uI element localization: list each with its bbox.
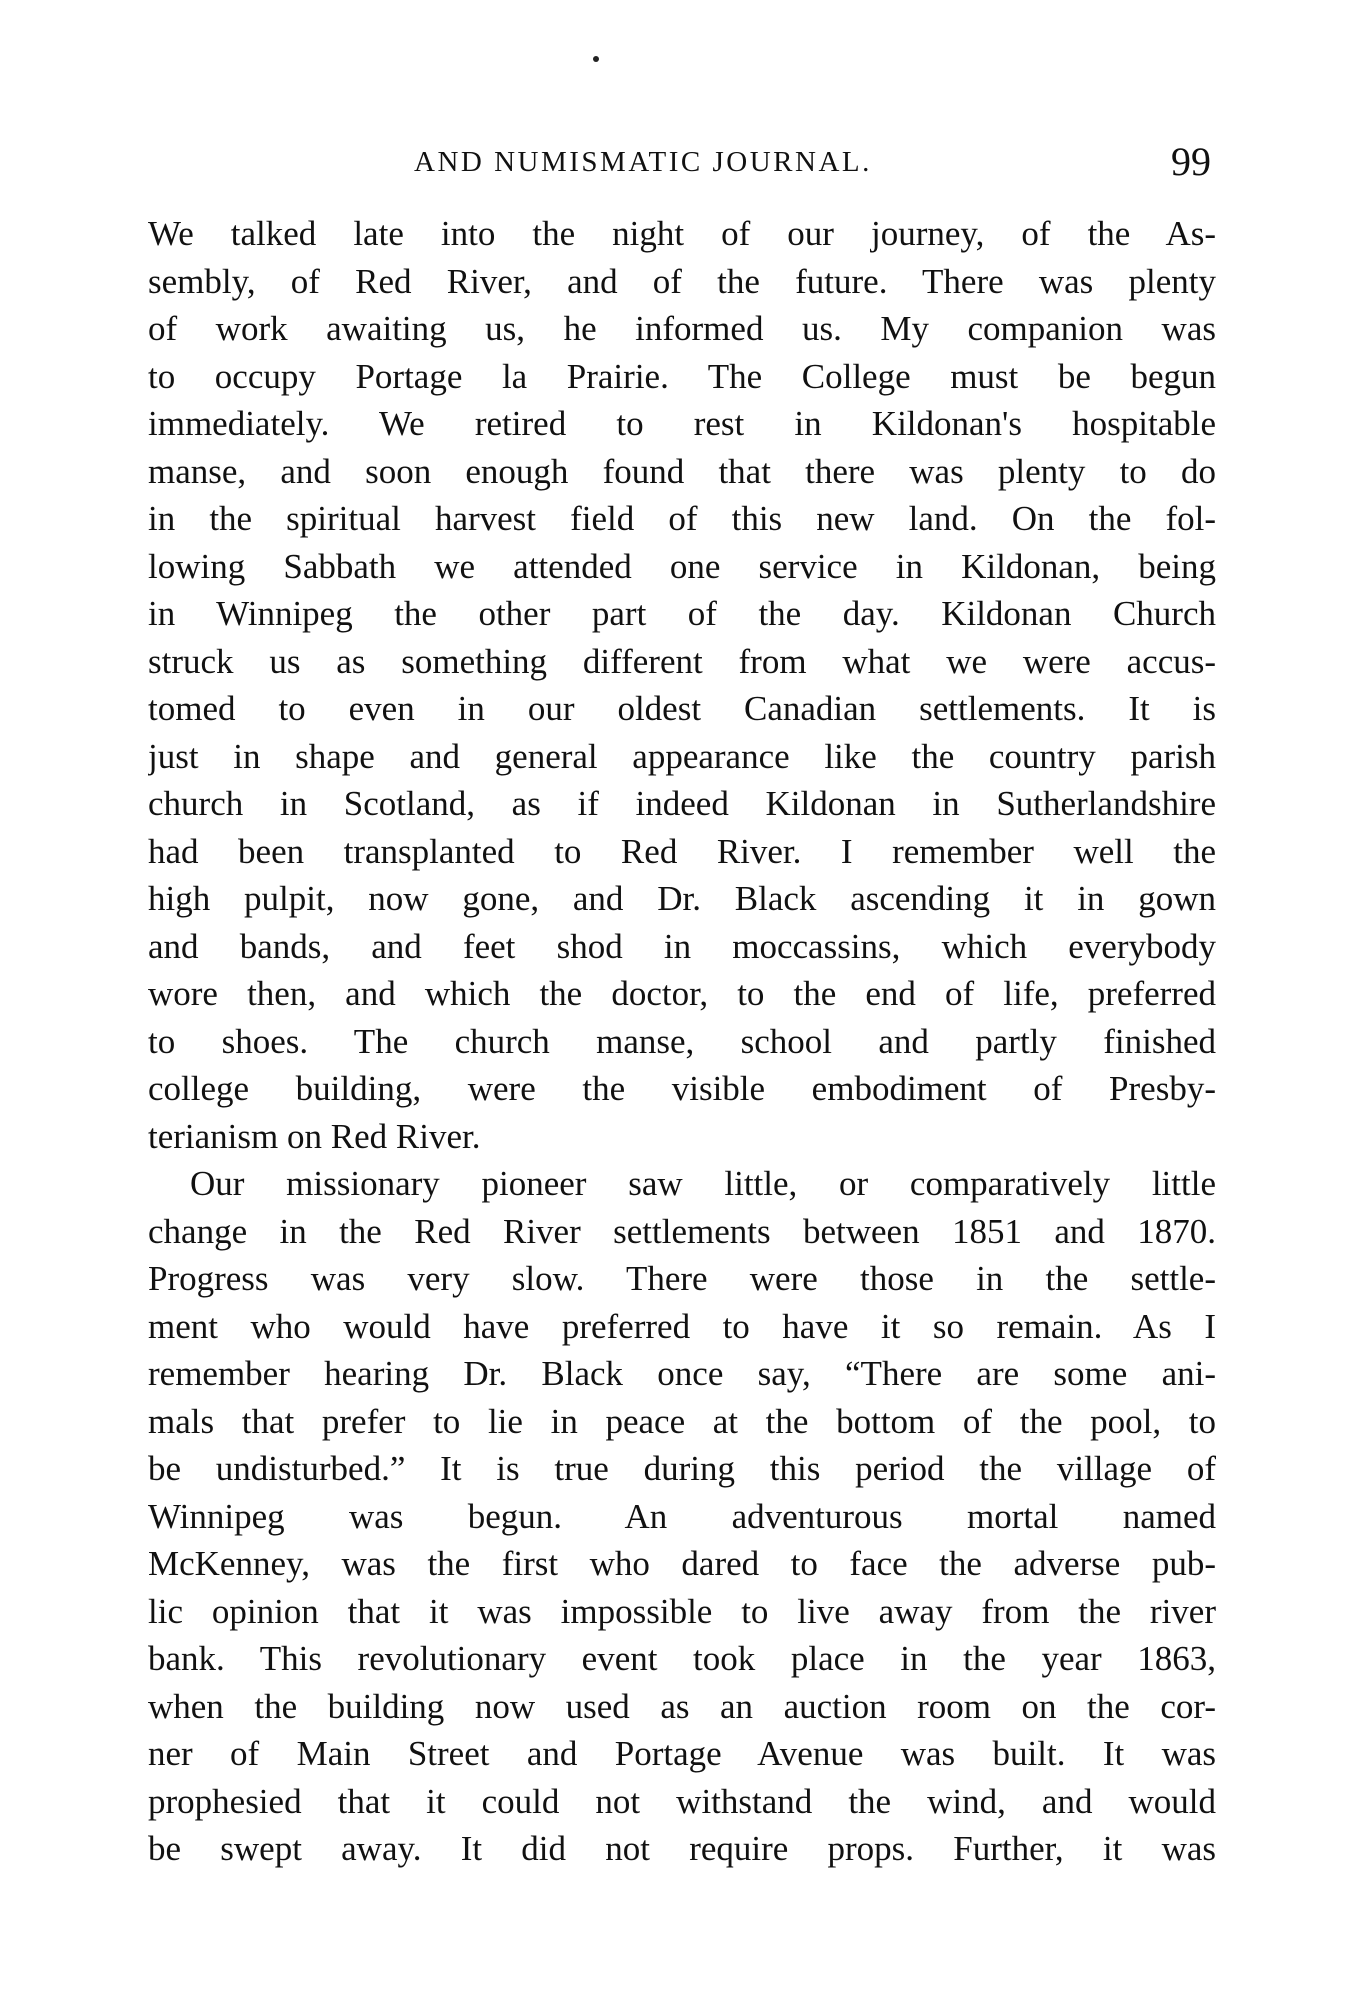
text-line: McKenney, was the first who dared to face the adverse pub- bbox=[148, 1544, 1216, 1583]
text-line: church in Scotland, as if indeed Kildonan in Sutherlandshire bbox=[148, 784, 1216, 823]
text-line: just in shape and general appearance like the country parish bbox=[148, 736, 1216, 776]
text-line: immediately. We retired to rest in Kildonan's hospitable bbox=[148, 404, 1216, 443]
text-line: ner of Main Street and Portage Avenue was built. It was bbox=[148, 1734, 1216, 1773]
text-line: to occupy Portage la Prairie. The College must be begun bbox=[148, 356, 1216, 396]
text-line: sembly, of Red River, and of the future. There was plenty bbox=[148, 261, 1216, 301]
text-line: mals that prefer to lie in peace at the bottom of the pool, to bbox=[148, 1401, 1216, 1441]
text-line: to shoes. The church manse, school and partly finished bbox=[148, 1021, 1216, 1061]
body-text bbox=[148, 210, 1216, 1873]
text-line: college building, were the visible embodiment of Presby- bbox=[148, 1069, 1216, 1108]
text-line: Our missionary pioneer saw little, or comparatively little bbox=[190, 1164, 1216, 1203]
text-line: of work awaiting us, he informed us. My companion was bbox=[148, 309, 1216, 348]
text-line: ment who would have preferred to have it so remain. As I bbox=[148, 1306, 1216, 1346]
running-title: AND NUMISMATIC JOURNAL. bbox=[414, 146, 872, 178]
text-line: be undisturbed.” It is true during this period the village of bbox=[148, 1449, 1216, 1488]
text-line: prophesied that it could not withstand the wind, and would bbox=[148, 1781, 1216, 1821]
text-line: remember hearing Dr. Black once say, “There are some ani- bbox=[148, 1354, 1216, 1393]
text-line: had been transplanted to Red River. I remember well the bbox=[148, 831, 1216, 871]
text-line: when the building now used as an auction room on the cor- bbox=[148, 1686, 1216, 1726]
text-line: in Winnipeg the other part of the day. Kildonan Church bbox=[148, 594, 1216, 633]
text-line: be swept away. It did not require props. Further, it was bbox=[148, 1829, 1216, 1868]
text-line: in the spiritual harvest field of this new land. On the fol- bbox=[148, 499, 1216, 538]
text-line: We talked late into the night of our journey, of the As- bbox=[148, 214, 1216, 253]
text-line: Winnipeg was begun. An adventurous mortal named bbox=[148, 1496, 1216, 1536]
print-speck bbox=[593, 56, 599, 62]
text-line: change in the Red River settlements between 1851 and 1870. bbox=[148, 1211, 1216, 1251]
text-line: wore then, and which the doctor, to the end of life, preferred bbox=[148, 974, 1216, 1013]
text-line: terianism on Red River. bbox=[148, 1116, 481, 1156]
page-number: 99 bbox=[1171, 139, 1211, 184]
text-line: and bands, and feet shod in moccassins, which everybody bbox=[148, 926, 1216, 966]
paragraph bbox=[148, 210, 1216, 1160]
text-line: Progress was very slow. There were those in the settle- bbox=[148, 1259, 1216, 1298]
running-head bbox=[154, 138, 1211, 190]
text-line: lowing Sabbath we attended one service in Kildonan, being bbox=[148, 546, 1216, 586]
text-line: high pulpit, now gone, and Dr. Black ascending it in gown bbox=[148, 879, 1216, 918]
text-line: bank. This revolutionary event took place in the year 1863, bbox=[148, 1639, 1216, 1678]
text-line: tomed to even in our oldest Canadian settlements. It is bbox=[148, 689, 1216, 728]
text-line: manse, and soon enough found that there was plenty to do bbox=[148, 451, 1216, 491]
text-line: lic opinion that it was impossible to live away from the river bbox=[148, 1591, 1216, 1631]
paragraph bbox=[148, 1160, 1216, 1873]
text-line: struck us as something different from what we were accus- bbox=[148, 641, 1216, 681]
